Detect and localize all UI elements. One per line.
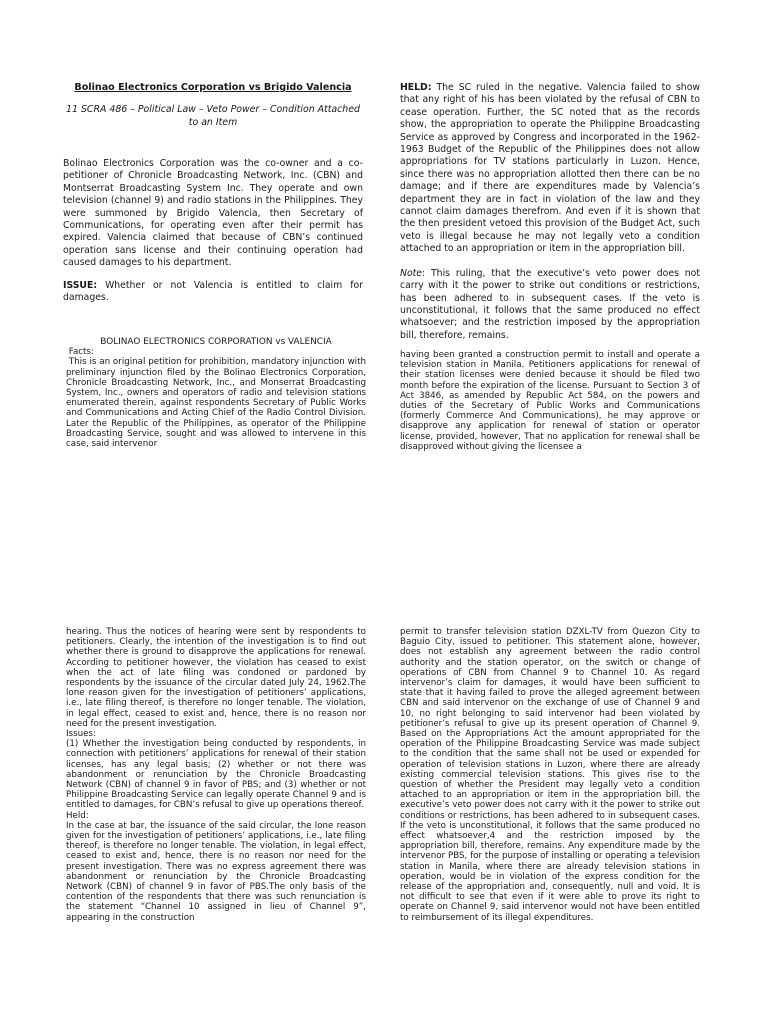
held-paragraph (400, 82, 700, 256)
permit-paragraph: permit to transfer television station DZXL-TV from Quezon City to Baguio City, issued to petitioner. This statement alone, however, does not establish any agreement between the radio control authority and the station operator, on the switch or change of operations of CBN from Channel 9 to Channel 10. As regard intervenor’s claim for damages, it would have been sufficient to state that it having failed to prove the alleged agreement between CBN and said intervenor on the exchange of use of Channel 9 and 10, no right belonging to said intervenor had been violated by petitioner’s refusal to give up its present operation of Channel 9. Based on the Appropriations Act the amount appropriated for the operation of the Philippine Broadcasting Service was made subject to the condition that the same shall not be used or expended for operation of television stations in Luzon, where there are already existing commercial television stations. This gives rise to the question of whether the President may legally veto a condition attached to an appropriation or item in the appropriation bill. the executive’s veto power does not carry with it the power to strike out conditions or restrictions, has been adhered to in subsequent cases. If the veto is unconstitutional, it follows that the same produced no effect whatsoever,4 and the restriction imposed by the appropriation bill, therefore, remains. Any expenditure made by the intervenor PBS, for the purpose of installing or operating a television station in Manila, where there are already television stations in operation, would be in violation of the express condition for the release of the appropriation and, consequently, null and void. It is not difficult to see that even if it were able to prove its right to operate on Channel 9, said intervenor would not have been entitled to reimbursement of its illegal expenditures. (400, 627, 700, 923)
section-heading: BOLINAO ELECTRONICS CORPORATION vs VALENCIA (100, 337, 332, 347)
page3-right-column (400, 627, 700, 923)
note-paragraph (400, 268, 700, 342)
held-paragraph-2: In the case at bar, the issuance of the said circular, the lone reason given for the investigation of petitioners’ applications, i.e., late filing thereof, is therefore no longer tenable. The violation, in legal effect, ceased to exist and, hence, there is no reason nor need for the present investigation. There was no express agreement there was abandonment or renunciation by the Chronicle Broadcasting Network (CBN) of channel 9 in favor of PBS.The only basis of the contention of the respondents that there was such renunciation is the statement “Channel 10 assigned in lieu of Channel 9”, appearing in the construction (66, 820, 366, 923)
note-text: : This ruling, that the executive’s veto power does not carry with it the power to strike out conditions or restrictions, has been adhered to in subsequent cases. If the veto is unconstitutional, it follows that the same produced no effect whatsoever; and the restriction imposed by the appropriation bill, therefore, remains. (400, 267, 700, 341)
case-subtitle: 11 SCRA 486 – Political Law – Veto Power – Condition Attached to an Item (66, 104, 360, 128)
issue-text: Whether or not Valencia is entitled to claim for damages. (63, 279, 363, 304)
issues-paragraph: (1) Whether the investigation being conducted by respondents, in connection with petitioners’ applications for renewal of their station licenses, has any legal basis; (2) whether or not there was abandonment or renunciation by the Chronicle Broadcasting Network (CBN) of channel 9 in favor of PBS; and (3) whether or not Philippine Broadcasting Service can legally operate Channel 9 and is entitled to damages, for CBN’s refusal to give up operations thereof. (66, 739, 366, 811)
petition-paragraph: This is an original petition for prohibition, mandatory injunction with preliminary injunction filed by the Bolinao Electronics Corporation, Chronicle Broadcasting Network, Inc., and Monserrat Broadcasting System, Inc., owners and operators of radio and television stations enumerated therein, against respondents Secretary of Public Works and Communications and Acting Chief of the Radio Control Division. Later the Republic of the Philippines, as operator of the Philippine Broadcasting Service, sought and was allowed to intervene in this case, said intervenor (66, 357, 369, 450)
page3-left-column (66, 627, 366, 923)
issues-label: Issues: (66, 729, 96, 740)
page1-left-column (63, 82, 363, 304)
hearing-paragraph: hearing. Thus the notices of hearing were sent by respondents to petitioners. Clearly, the intention of the investigation is to find out whether there is ground to disapprove the applications for renewal. According to petitioner however, the violation has ceased to exist when the act of late filing was condoned or pardoned by respondents by the issuance of the circular dated July 24, 1962.The lone reason given for the investigation of petitioners’ applications, i.e., late filing thereof, is therefore no longer tenable. The violation, in legal effect, ceased to exist and, hence, there is no reason nor need for the present investigation. (66, 627, 366, 729)
note-label: Note (400, 267, 423, 279)
page1-right-column (400, 82, 700, 342)
issue-paragraph (63, 280, 363, 305)
case-title: Bolinao Electronics Corporation vs Brigido Valencia (74, 82, 352, 93)
renewal-paragraph: having been granted a construction permit to install and operate a television station in Manila. Petitioners applications for renewal of their station licenses were denied because it should be filed two month before the expiration of the license. Pursuant to Section 3 of Act 3846, as amended by Republic Act 584, on the powers and duties of the Secretary of Public Works and Communications (formerly Commerce And Communications), he may approve or disapprove any application for renewal of station or operator license, provided, however, That no application for renewal shall be disapproved without giving the licensee a (400, 350, 700, 452)
held-label: HELD: (400, 82, 432, 93)
issue-label: ISSUE: (63, 279, 98, 291)
page2-left-column (66, 337, 369, 450)
page2-right-column (400, 350, 700, 452)
held-label-2: Held: (66, 810, 89, 821)
held-text: The SC ruled in the negative. Valencia failed to show that any right of his has been violated by the refusal of CBN to cease operation. Further, the SC noted that as the records show, the appropriation to operate the Philippine Broadcasting Service as approved by Congress and incorporated in the 1962-1963 Budget of the Republic of the Philippines does not allow appropriations for TV stations particularly in Luzon. Hence, since there was no appropriation allotted then there can be no damage; and if there are expenditures made by Valencia’s department they are in fact in violation of the law and they cannot claim damages therefrom. And even if it is shown that the then president vetoed this provision of the Budget Act, such veto is illegal because he may not legally veto a condition attached to an appropriation or item in the appropriation bill. (400, 82, 700, 255)
facts-paragraph: Bolinao Electronics Corporation was the co-owner and a co-petitioner of Chronicle Broadcasting Network, Inc. (CBN) and Montserrat Broadcasting System Inc. They operate and own television (channel 9) and radio stations in the Philippines. They were summoned by Brigido Valencia, then Secretary of Communications, for operating even after their permit has expired. Valencia claimed that because of CBN’s continued operation sans license and their continuing operation had caused damages to his department. (63, 158, 363, 269)
facts-label: Facts: (66, 347, 94, 358)
